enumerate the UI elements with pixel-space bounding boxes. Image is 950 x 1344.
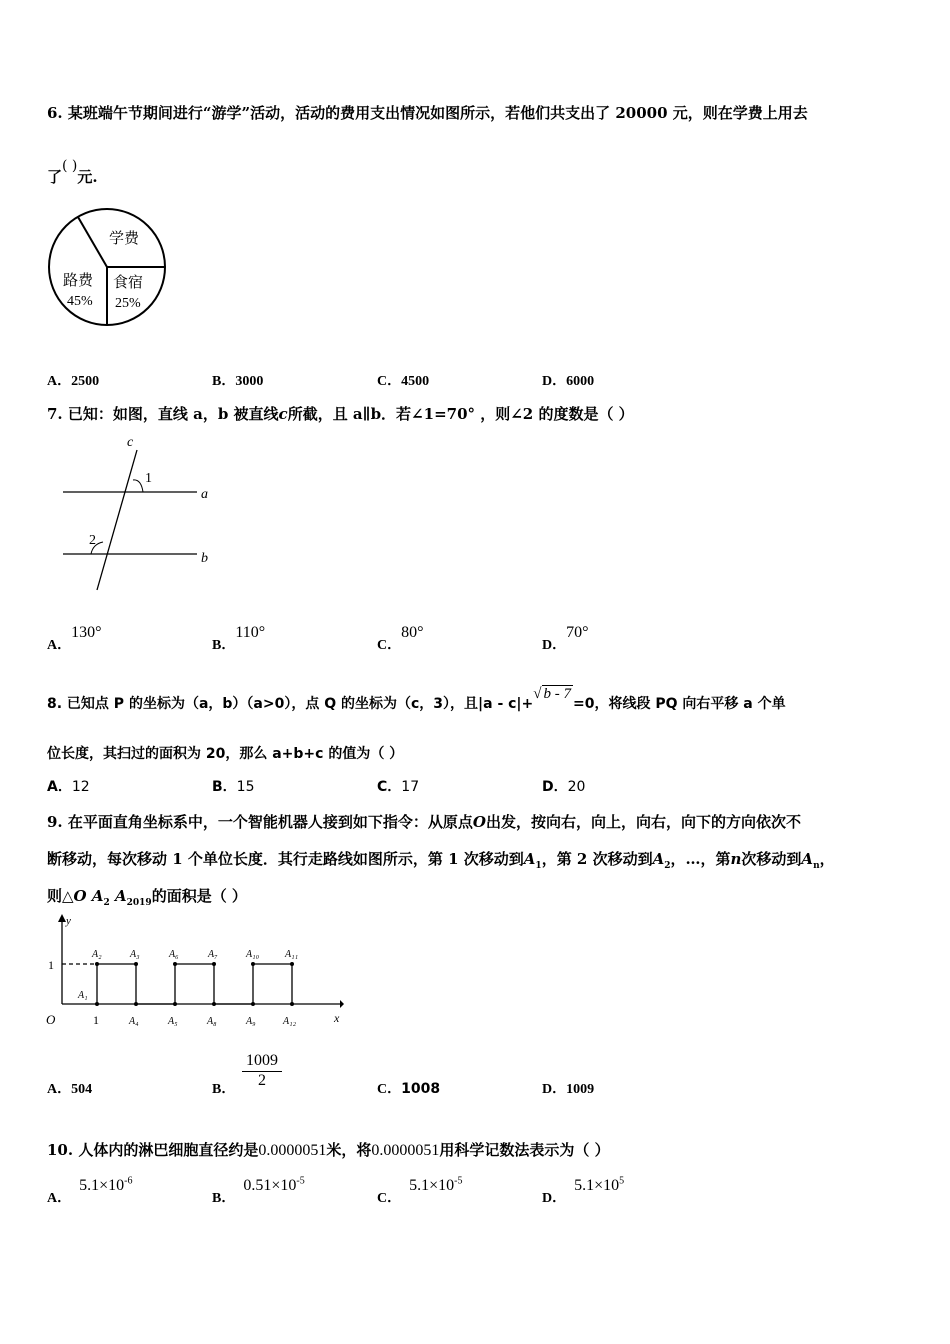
q7-figure — [55, 432, 225, 597]
option-value: 110° — [235, 624, 266, 641]
option-letter: A． — [47, 638, 72, 653]
option-letter: D． — [542, 1082, 567, 1097]
q6-option-c[interactable] — [377, 370, 429, 390]
q10-number: 0.0000051 — [258, 1142, 327, 1159]
q10-number-2: 0.0000051 — [371, 1142, 440, 1159]
q7-option-c[interactable] — [377, 622, 424, 653]
option-letter: A． — [47, 374, 72, 389]
q9-line2-c: ，…，第 — [670, 850, 731, 868]
option-letter: B． — [212, 638, 236, 653]
option-base: 5.1×10 — [79, 1177, 125, 1194]
y-axis-arrow — [58, 914, 66, 922]
q9-option-a[interactable] — [47, 1078, 92, 1098]
q9-line2-e: ， — [819, 850, 835, 868]
q9-stem-line3 — [47, 885, 247, 908]
q9-option-b[interactable] — [212, 1078, 235, 1098]
q9-a: A — [652, 850, 665, 868]
label-a1: A₁ — [78, 990, 88, 1001]
option-base: 0.51×10 — [243, 1177, 297, 1194]
q9-n: n — [730, 850, 742, 868]
q9-line3-pre: 则△ — [47, 887, 74, 905]
option-value: 20 — [567, 779, 586, 795]
option-value: 80° — [401, 624, 424, 641]
option-value: 12 — [71, 779, 90, 795]
q9-sub-2: 2 — [103, 898, 110, 908]
point-a2 — [95, 962, 99, 966]
option-letter: D． — [542, 1191, 567, 1206]
q6-line2-post: 元. — [77, 168, 98, 186]
x-axis-arrow — [340, 1000, 344, 1008]
q8-line1-post: =0，将线段 PQ 向右平移 a 个单 — [573, 696, 786, 712]
option-exp: 5 — [619, 1175, 625, 1187]
option-value: 4500 — [401, 374, 430, 389]
label-a9: A₉ — [246, 1016, 256, 1027]
option-letter: B． — [212, 374, 236, 389]
point-a6 — [173, 962, 177, 966]
q6-stem-line1: 6. 某班端午节期间进行“游学”活动，活动的费用支出情况如图所示，若他们共支出了 20000 元，则在学费上用去 — [47, 104, 808, 122]
q10-stem — [47, 1139, 610, 1160]
option-exp: -6 — [124, 1175, 133, 1187]
option-base: 5.1×10 — [409, 1177, 455, 1194]
option-value: 15 — [236, 779, 255, 795]
q6-answer-blank: ( ) — [62, 158, 78, 174]
q9-a: A — [91, 887, 104, 905]
pie-label-lufei: 路费 — [63, 273, 94, 289]
x-label: x — [334, 1011, 340, 1025]
q7-stem-post: 所截，且 a∥b．若∠1=70° ，则∠2 的度数是（ ） — [287, 405, 634, 423]
q9-line2-d: 次移动到 — [741, 850, 802, 868]
q9-line2-b: ，第 2 次移动到 — [541, 850, 653, 868]
q9-option-c[interactable] — [377, 1078, 440, 1098]
q9-sub-n: n — [813, 861, 820, 871]
q8-sqrt-radicand: b - 7 — [543, 686, 572, 702]
pie-label-shisu: 食宿 — [113, 275, 144, 291]
robot-path — [97, 964, 292, 1004]
q9-stem-line2 — [47, 848, 835, 871]
label-a10: A₁₀ — [246, 949, 260, 960]
q6-line2-pre: 了 — [47, 168, 63, 186]
option-letter: B． — [212, 1191, 236, 1206]
q9-sub-2019: 2019 — [126, 898, 152, 908]
q7-var-c: c — [278, 405, 288, 423]
q8-stem-line2: 位长度，其扫过的面积为 20，那么 a+b+c 的值为（ ） — [47, 746, 404, 762]
q10-option-c[interactable] — [377, 1175, 463, 1206]
option-letter: D． — [542, 374, 567, 389]
option-base: 5.1×10 — [574, 1177, 620, 1194]
q9-a: A — [523, 850, 536, 868]
x-one-label: 1 — [93, 1013, 99, 1027]
label-a: a — [201, 487, 208, 502]
origin-label: O — [46, 1012, 56, 1027]
y-one-label: 1 — [48, 958, 54, 972]
q8-option-d[interactable] — [542, 776, 585, 796]
q9-sub-1: 1 — [535, 861, 542, 871]
fraction-numerator: 1009 — [242, 1052, 282, 1072]
point-a11 — [290, 962, 294, 966]
q6-option-b[interactable] — [212, 370, 263, 390]
q8-option-b[interactable] — [212, 776, 255, 796]
q9-stem-line1 — [47, 811, 801, 832]
option-letter: D． — [542, 638, 567, 653]
option-value: 3000 — [235, 374, 264, 389]
option-letter: A． — [47, 1082, 72, 1097]
option-value: 6000 — [566, 374, 595, 389]
q9-o: O — [73, 887, 87, 905]
option-value: 1009 — [566, 1082, 595, 1097]
q7-stem-pre: 7. 已知：如图，直线 a，b 被直线 — [47, 405, 279, 423]
option-letter: C． — [377, 1191, 402, 1206]
option-value: 2500 — [71, 374, 100, 389]
label-a11: A₁₁ — [285, 949, 299, 960]
q8-sqrt: √ b - 7 — [533, 686, 572, 702]
point-a9 — [251, 1002, 255, 1006]
point-a10 — [251, 962, 255, 966]
q9-a: A — [801, 850, 814, 868]
q6-option-d[interactable] — [542, 370, 594, 390]
option-letter: C． — [377, 374, 402, 389]
q10-option-a[interactable] — [47, 1175, 133, 1206]
q7-option-d[interactable] — [542, 622, 589, 653]
label-b: b — [201, 551, 208, 566]
label-c: c — [127, 435, 134, 450]
point-a4 — [134, 1002, 138, 1006]
point-a3 — [134, 962, 138, 966]
option-letter: D． — [542, 779, 568, 795]
q6-stem-line2 — [47, 158, 98, 187]
point-a8 — [212, 1002, 216, 1006]
q8-line1-pre: 8. 已知点 P 的坐标为（a，b）（a>0），点 Q 的坐标为（c，3），且|a - c|+ — [47, 696, 534, 712]
option-value: 130° — [71, 624, 102, 641]
point-a5 — [173, 1002, 177, 1006]
label-a4: A₄ — [129, 1016, 139, 1027]
q7-option-a[interactable] — [47, 622, 102, 653]
option-value: 504 — [71, 1082, 93, 1097]
pie-label-xuefei: 学费 — [109, 231, 140, 247]
pie-percent-lufei: 45% — [67, 294, 93, 309]
q9-option-b-fraction — [242, 1052, 282, 1090]
option-letter: C． — [377, 779, 402, 795]
label-a3: A₃ — [130, 949, 140, 960]
option-value: 1008 — [401, 1081, 441, 1097]
label-a6: A₆ — [169, 949, 179, 960]
option-value: 17 — [401, 779, 420, 795]
label-a12: A₁₂ — [283, 1016, 297, 1027]
q10-stem-c: 用科学记数法表示为（ ） — [439, 1141, 610, 1159]
q9-origin-o: O — [472, 813, 486, 831]
q7-stem — [47, 403, 634, 424]
option-letter: B． — [212, 1082, 236, 1097]
q6-option-a[interactable] — [47, 370, 99, 390]
q6-pie-chart — [45, 205, 175, 330]
q9-line1-pre: 9. 在平面直角坐标系中，一个智能机器人接到如下指令：从原点 — [47, 813, 473, 831]
y-label: y — [66, 915, 71, 927]
point-a12 — [290, 1002, 294, 1006]
label-angle-2: 2 — [89, 533, 96, 548]
option-exp: -5 — [454, 1175, 463, 1187]
q9-option-d[interactable] — [542, 1078, 594, 1098]
q8-option-a[interactable] — [47, 776, 90, 796]
q7-option-b[interactable] — [212, 622, 266, 653]
q9-sub-2: 2 — [664, 861, 671, 871]
point-a7 — [212, 962, 216, 966]
q9-line1-post: 出发，按向右，向上，向右，向下的方向依次不 — [485, 813, 801, 831]
option-letter: A． — [47, 779, 72, 795]
option-letter: C． — [377, 1082, 402, 1097]
line-c — [97, 450, 137, 590]
label-a8: A₈ — [207, 1016, 217, 1027]
pie-percent-shisu: 25% — [115, 296, 141, 311]
fraction-denominator: 2 — [258, 1072, 266, 1089]
angle-1-arc — [133, 480, 143, 492]
label-a7: A₇ — [208, 949, 218, 960]
option-letter: B． — [212, 779, 237, 795]
q10-stem-b: 米，将 — [326, 1141, 372, 1159]
option-exp: -5 — [296, 1175, 305, 1187]
option-letter: C． — [377, 638, 402, 653]
q9-line2-a: 断移动，每次移动 1 个单位长度．其行走路线如图所示，第 1 次移动到 — [47, 850, 524, 868]
option-value: 70° — [566, 624, 589, 641]
q10-option-b[interactable] — [212, 1175, 305, 1206]
q9-line3-post: 的面积是（ ） — [151, 887, 247, 905]
label-angle-1: 1 — [145, 471, 152, 486]
q10-stem-a: 10. 人体内的淋巴细胞直径约是 — [47, 1141, 259, 1159]
label-a2: A₂ — [92, 949, 102, 960]
option-letter: A． — [47, 1191, 72, 1206]
label-a5: A₅ — [168, 1016, 178, 1027]
q8-option-c[interactable] — [377, 776, 419, 796]
q10-option-d[interactable] — [542, 1175, 625, 1206]
pie-divider-1 — [78, 217, 107, 267]
q9-figure — [40, 912, 350, 1032]
q9-a: A — [115, 887, 127, 905]
point-a1 — [95, 1002, 99, 1006]
q8-stem-line1 — [47, 686, 786, 713]
